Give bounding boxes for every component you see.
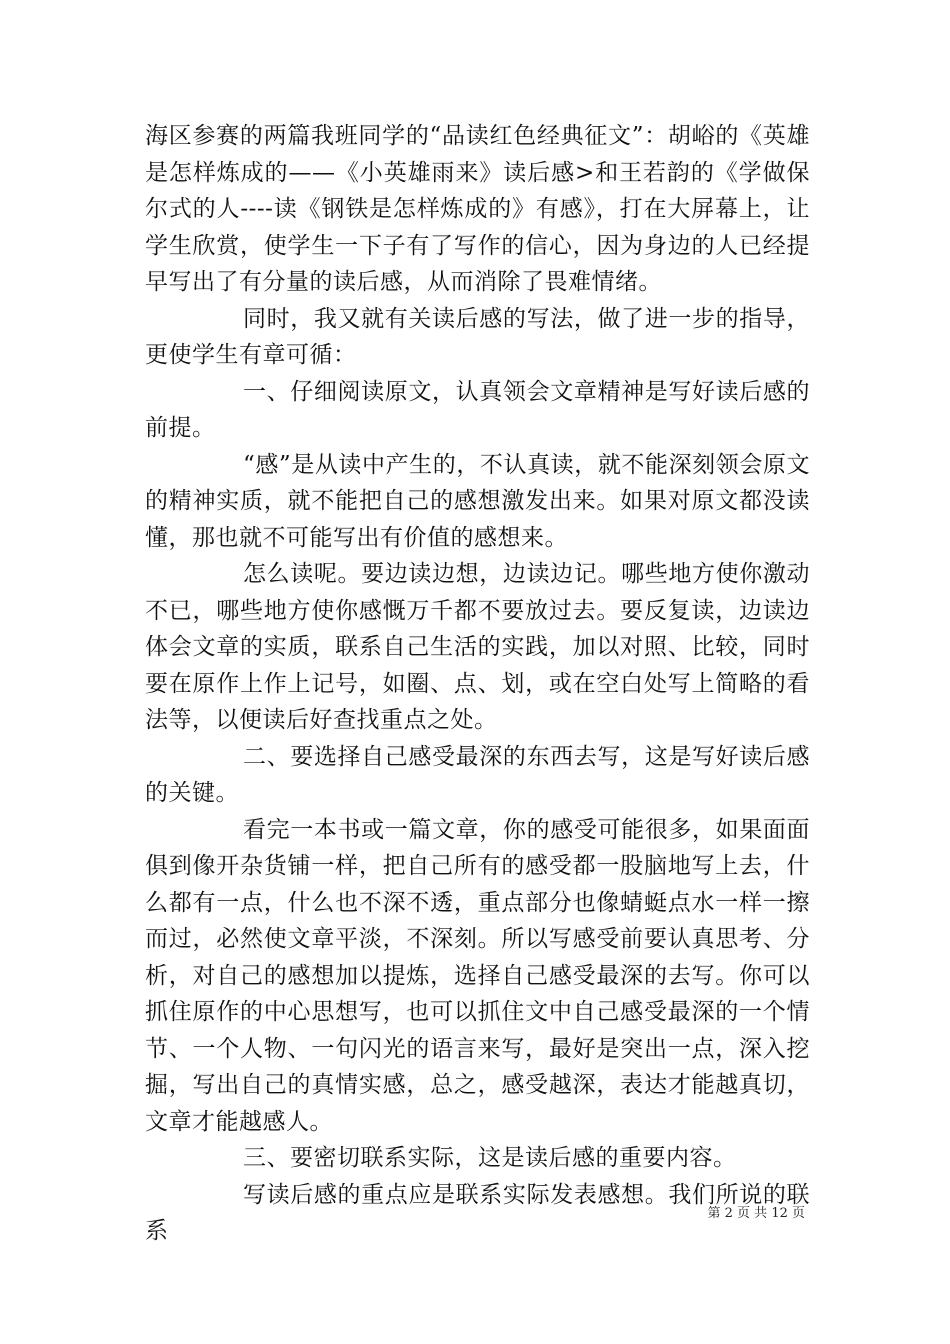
paragraph: 看完一本书或一篇文章，你的感受可能很多，如果面面俱到像开杂货铺一样，把自己所有的感受都一股脑地写上去，什么都有一点，什么也不深不透，重点部分也像蜻蜓点水一样一擦而过，必然使文章平淡，不深刻。所以写感受前要认真思考、分析，对自己的感想加以提炼，选择自己感受最深的去写。你可以抓住原作的中心思想写，也可以抓住文中自己感受最深的一个情节、一个人物、一句闪光的语言来写，最好是突出一点，深入挖掘，写出自己的真情实感，总之，感受越深，表达才能越真切，文章才能越感人。 (145, 816, 810, 1135)
section-heading: 一、仔细阅读原文，认真领会文章精神是写好读后感的前提。 (145, 378, 810, 441)
section-heading: 二、要选择自己感受最深的东西去写，这是写好读后感的关键。 (145, 743, 810, 806)
paragraph: 写读后感的重点应是联系实际发表感想。我们所说的联系 (145, 1181, 810, 1244)
section-heading: 三、要密切联系实际，这是读后感的重要内容。 (243, 1145, 737, 1171)
paragraph: “感”是从读中产生的，不认真读，就不能深刻领会原文的精神实质，就不能把自己的感想激发出来。如果对原文都没读懂，那也就不可能写出有价值的感想来。 (145, 451, 810, 551)
page-number-footer: 第 2 页 共 12 页 (707, 1206, 805, 1221)
paragraph: 同时，我又就有关读后感的写法，做了进一步的指导，更使学生有章可循： (145, 305, 810, 368)
paragraph: 怎么读呢。要边读边想，边读边记。哪些地方使你激动不已，哪些地方使你感慨万千都不要放过去。要反复读，边读边体会文章的实质，联系自己生活的实践，加以对照、比较，同时要在原作上作上记号，如圈、点、划，或在空白处写上简略的看法等，以便读后好查找重点之处。 (145, 561, 810, 733)
paragraph: 海区参赛的两篇我班同学的“品读红色经典征文”：胡峪的《英雄是怎样炼成的——《小英雄雨来》读后感>和王若韵的《学做保尔式的人----读《钢铁是怎样炼成的》有感》，打在大屏幕上，让学生欣赏，使学生一下子有了写作的信心，因为身边的人已经提早写出了有分量的读后感，从而消除了畏难情绪。 (145, 123, 810, 295)
document-body (145, 118, 810, 1250)
